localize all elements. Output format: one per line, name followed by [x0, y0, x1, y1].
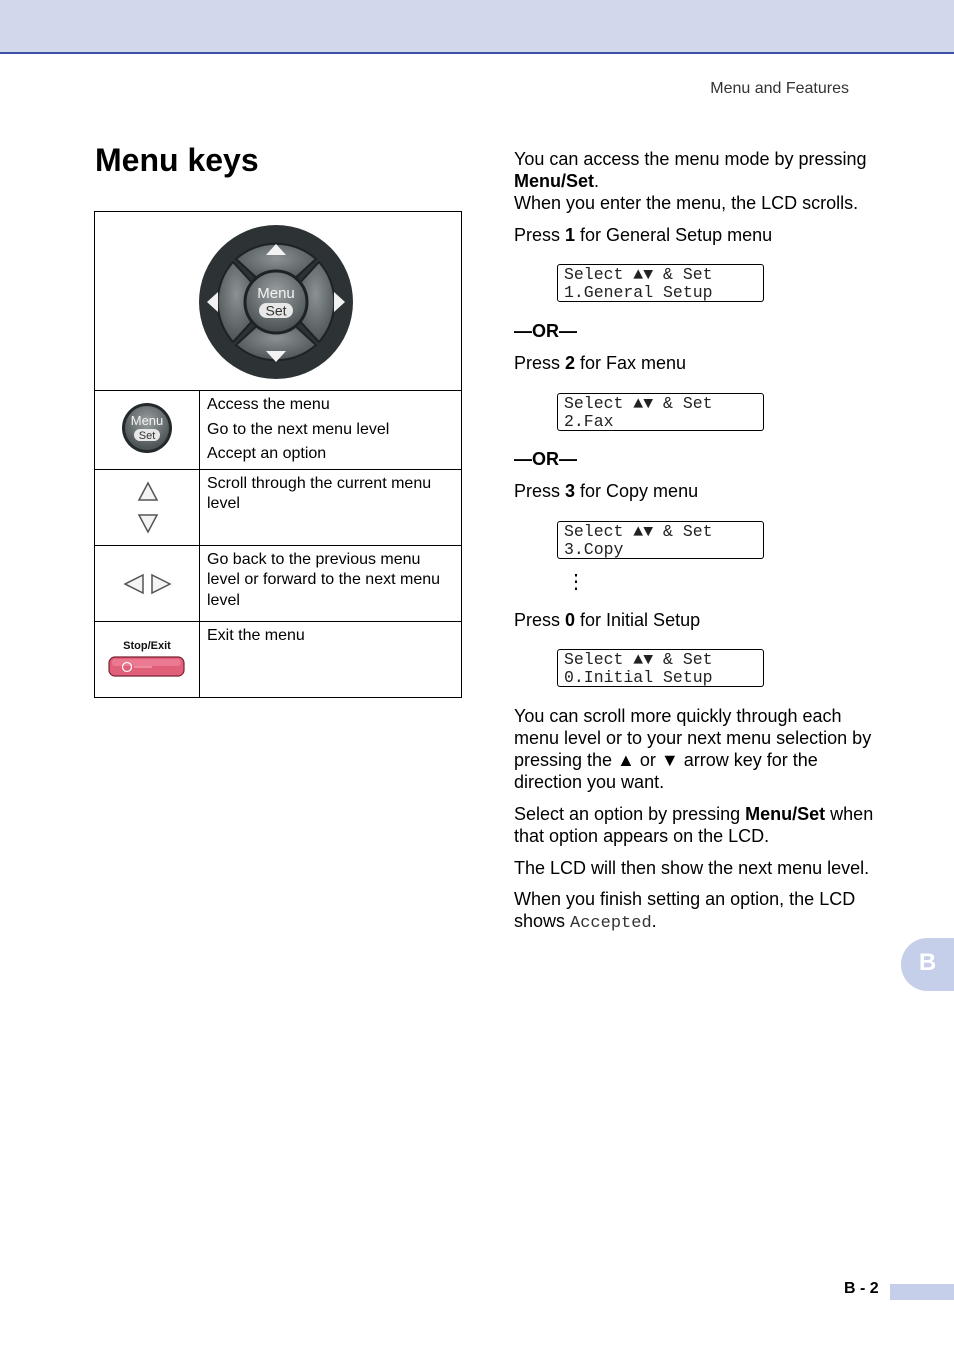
step-initial [514, 609, 884, 631]
lcd-line-1: Select ▲▼ & Set [564, 522, 713, 541]
lcd-line-2: 0.Initial Setup [564, 668, 713, 687]
stop-exit-label: Stop/Exit [123, 639, 171, 652]
page-title: Menu keys [95, 142, 259, 178]
description-line: Accept an option [207, 445, 327, 462]
header-band [0, 0, 954, 54]
menu-set-description [200, 391, 462, 470]
step-key: 3 [565, 481, 576, 501]
finish-end: . [651, 911, 657, 931]
next-level-text: The LCD will then show the next menu level. [514, 858, 870, 878]
select-text: Select an option by pressing [514, 804, 746, 824]
menu-set-icon [120, 401, 174, 455]
stop-exit-icon-cell [95, 621, 200, 697]
lcd-display [557, 521, 764, 559]
intro-key: Menu/Set [514, 171, 595, 191]
left-right-icon-cell [95, 545, 200, 621]
intro-lcd-scroll: When you enter the menu, the LCD scrolls. [514, 193, 859, 213]
step-key: 0 [565, 610, 576, 630]
step-general [514, 224, 884, 246]
up-down-icon-cell [95, 469, 200, 545]
navigate-description [200, 545, 462, 621]
description-line: Exit the menu [207, 626, 305, 644]
lcd-display [557, 393, 764, 431]
step-key: 1 [565, 225, 576, 245]
lcd-line-1: Select ▲▼ & Set [564, 394, 713, 413]
menu-icon-label: Menu [130, 413, 164, 428]
lcd-line-2: 3.Copy [564, 540, 624, 559]
footer-band [890, 1284, 954, 1300]
step-copy [514, 480, 884, 502]
or-separator [514, 320, 884, 342]
menu-keys-table [94, 211, 462, 698]
stop-exit-icon [108, 656, 186, 678]
description-line: Access the menu [207, 396, 330, 413]
scroll-description [200, 469, 462, 545]
select-key: Menu/Set [745, 804, 826, 824]
navigation-pad-icon [196, 224, 356, 384]
pad-menu-label: Menu [257, 285, 295, 302]
lcd-display [557, 264, 764, 302]
lcd-line-1: Select ▲▼ & Set [564, 650, 713, 669]
lcd-line-2: 2.Fax [564, 412, 614, 431]
step-text: Press [514, 225, 566, 245]
next-level-paragraph [514, 857, 884, 879]
intro-paragraph [514, 148, 884, 214]
step-text: Press [514, 353, 566, 373]
section-header: Menu and Features [710, 80, 849, 97]
scroll-text: You can scroll more quickly through each menu level or to your next menu selection by pressing the ▲ or ▼ arrow key for the direction you want. [514, 706, 872, 792]
description-line: Go back to the previous menu level or forward to the next menu level [207, 550, 441, 609]
exit-description [200, 621, 462, 697]
step-fax [514, 352, 884, 374]
menu-set-icon-cell [95, 391, 200, 470]
scroll-paragraph [514, 705, 884, 793]
or-text: —OR— [514, 449, 577, 469]
description-line: Go to the next menu level [207, 420, 390, 438]
select-paragraph [514, 803, 884, 847]
chapter-tab: B [901, 938, 954, 991]
description-line: Scroll through the current menu level [207, 474, 432, 512]
finish-text: When you finish setting an option, the LCD shows [514, 889, 856, 931]
lcd-display [557, 649, 764, 687]
select-text: when that option appears on the LCD. [514, 804, 874, 846]
finish-paragraph [514, 888, 884, 935]
step-key: 2 [565, 353, 576, 373]
step-text: Press [514, 610, 566, 630]
intro-text: You can access the menu mode by pressing [514, 149, 867, 169]
step-text: for Fax menu [575, 353, 687, 373]
page-number: B - 2 [844, 1280, 879, 1297]
step-text: for Copy menu [575, 481, 699, 501]
step-text: for General Setup menu [575, 225, 773, 245]
or-text: —OR— [514, 321, 577, 341]
navigation-pad-cell [95, 212, 462, 391]
pad-set-label: Set [265, 302, 287, 319]
lcd-line-2: 1.General Setup [564, 283, 713, 302]
or-separator [514, 448, 884, 470]
ellipsis-icon: ⋮ [566, 571, 586, 593]
accepted-lcd-text: Accepted [570, 914, 652, 933]
left-right-arrows-icon [123, 572, 173, 596]
intro-end: . [594, 171, 600, 191]
set-icon-label: Set [138, 430, 156, 442]
lcd-line-1: Select ▲▼ & Set [564, 265, 713, 284]
step-text: for Initial Setup [575, 610, 701, 630]
step-text: Press [514, 481, 566, 501]
up-down-arrows-icon [136, 480, 160, 536]
